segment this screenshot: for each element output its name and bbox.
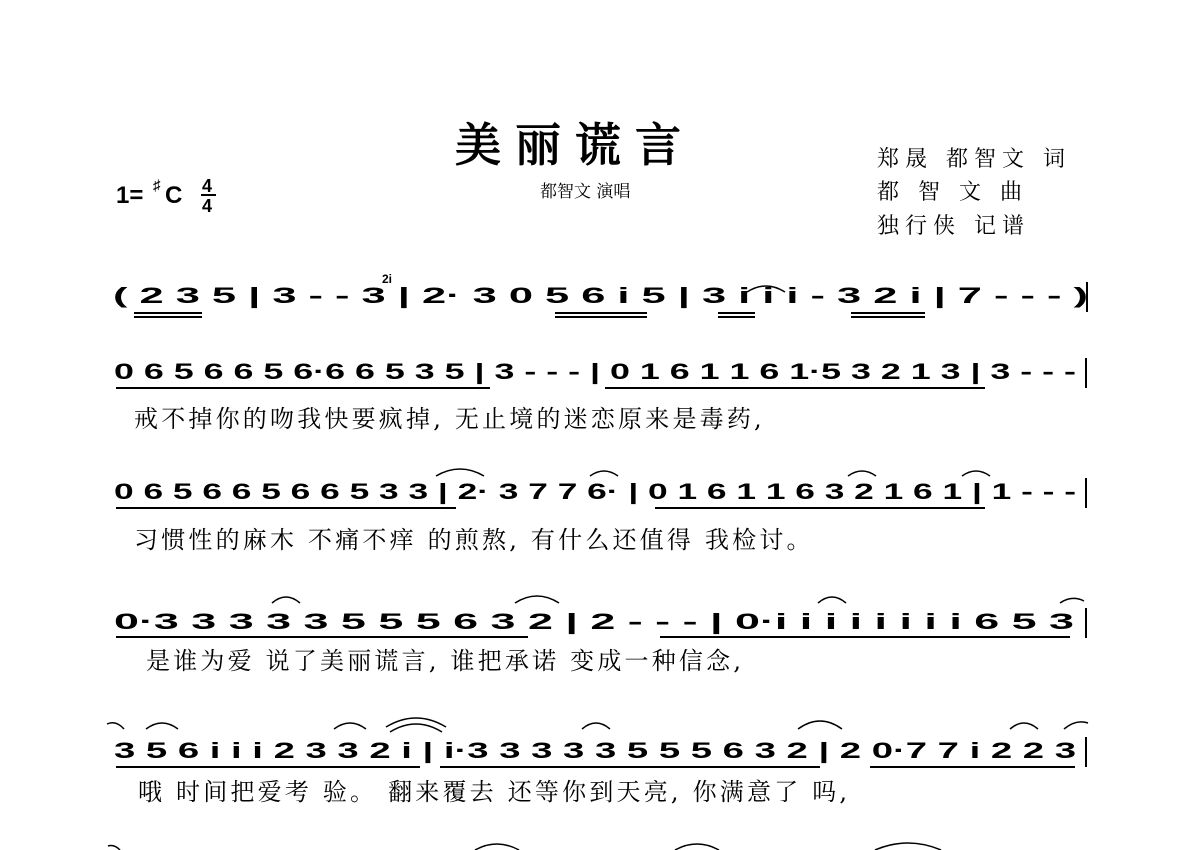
grace-note: 2i xyxy=(382,272,393,286)
row-4-notes: 0·3 3 3 3 3 5 5 5 6 3 2 | 2 - - - | 0·i i i i i i i i 6 5 3 xyxy=(114,609,1074,634)
time-signature-bottom: 4 xyxy=(202,196,213,216)
time-signature xyxy=(201,176,216,216)
row-5-notes: 3 5 6 i i i 2 3 3 2 i | i·3 3 3 3 3 5 5 5 6 3 2 | 2 0·7 7 i 2 2 3 xyxy=(114,738,1076,763)
row-5-ties xyxy=(107,718,1088,732)
composer-credit: 都 智 文 曲 xyxy=(877,180,1028,205)
row-5-lyric: 哦 时间把爱考 验。 翻来覆去 还等你到天亮, 你满意了 吗, xyxy=(138,778,851,806)
row-1-beams xyxy=(134,313,925,317)
row-1-notes: ( 2 3 5 | 3 - - 3 | 2· 3 0 5 6 i 5 | 3 i i i - 3 2 i | 7 - - - ) xyxy=(113,283,1088,308)
key-letter: C xyxy=(165,182,183,209)
key-signature xyxy=(116,177,182,209)
row-2-lyric: 戒不掉你的吻我快要疯掉, 无止境的迷恋原来是毒药, xyxy=(134,405,765,433)
row-3-lyric: 习惯性的麻木 不痛不痒 的煎熬, 有什么还值得 我检讨。 xyxy=(134,526,814,554)
score-line-3 xyxy=(114,469,1086,554)
row-2-notes: 0 6 5 6 6 5 6·6 6 5 3 5 | 3 - - - | 0 1 6 1 1 6 1·5 3 2 1 3 | 3 - - - xyxy=(114,359,1076,384)
key-prefix: 1= xyxy=(116,182,144,209)
next-line-ties xyxy=(108,843,941,850)
score-line-1 xyxy=(113,272,1088,317)
row-3-ties xyxy=(436,469,990,476)
performer-credit: 都智文 演唱 xyxy=(540,182,631,202)
transcriber-credit: 独行侠 记谱 xyxy=(877,214,1030,239)
lyricist-credit: 郑晟 都智文 词 xyxy=(877,147,1071,172)
row-3-notes: 0 6 5 6 6 5 6 6 5 3 3 | 2· 3 7 7 6· | 0 1 6 1 1 6 3 2 1 6 1 | 1 - - - xyxy=(114,479,1076,504)
sharp-icon: ♯ xyxy=(153,177,161,194)
row-4-ties xyxy=(272,596,1084,603)
score-line-2 xyxy=(114,358,1086,433)
score-line-4 xyxy=(114,596,1086,675)
row-4-lyric: 是谁为爱 说了美丽谎言, 谁把承诺 变成一种信念, xyxy=(146,647,745,675)
time-signature-top: 4 xyxy=(202,176,213,196)
song-title: 美丽谎言 xyxy=(455,118,695,172)
score-line-5 xyxy=(107,718,1088,806)
